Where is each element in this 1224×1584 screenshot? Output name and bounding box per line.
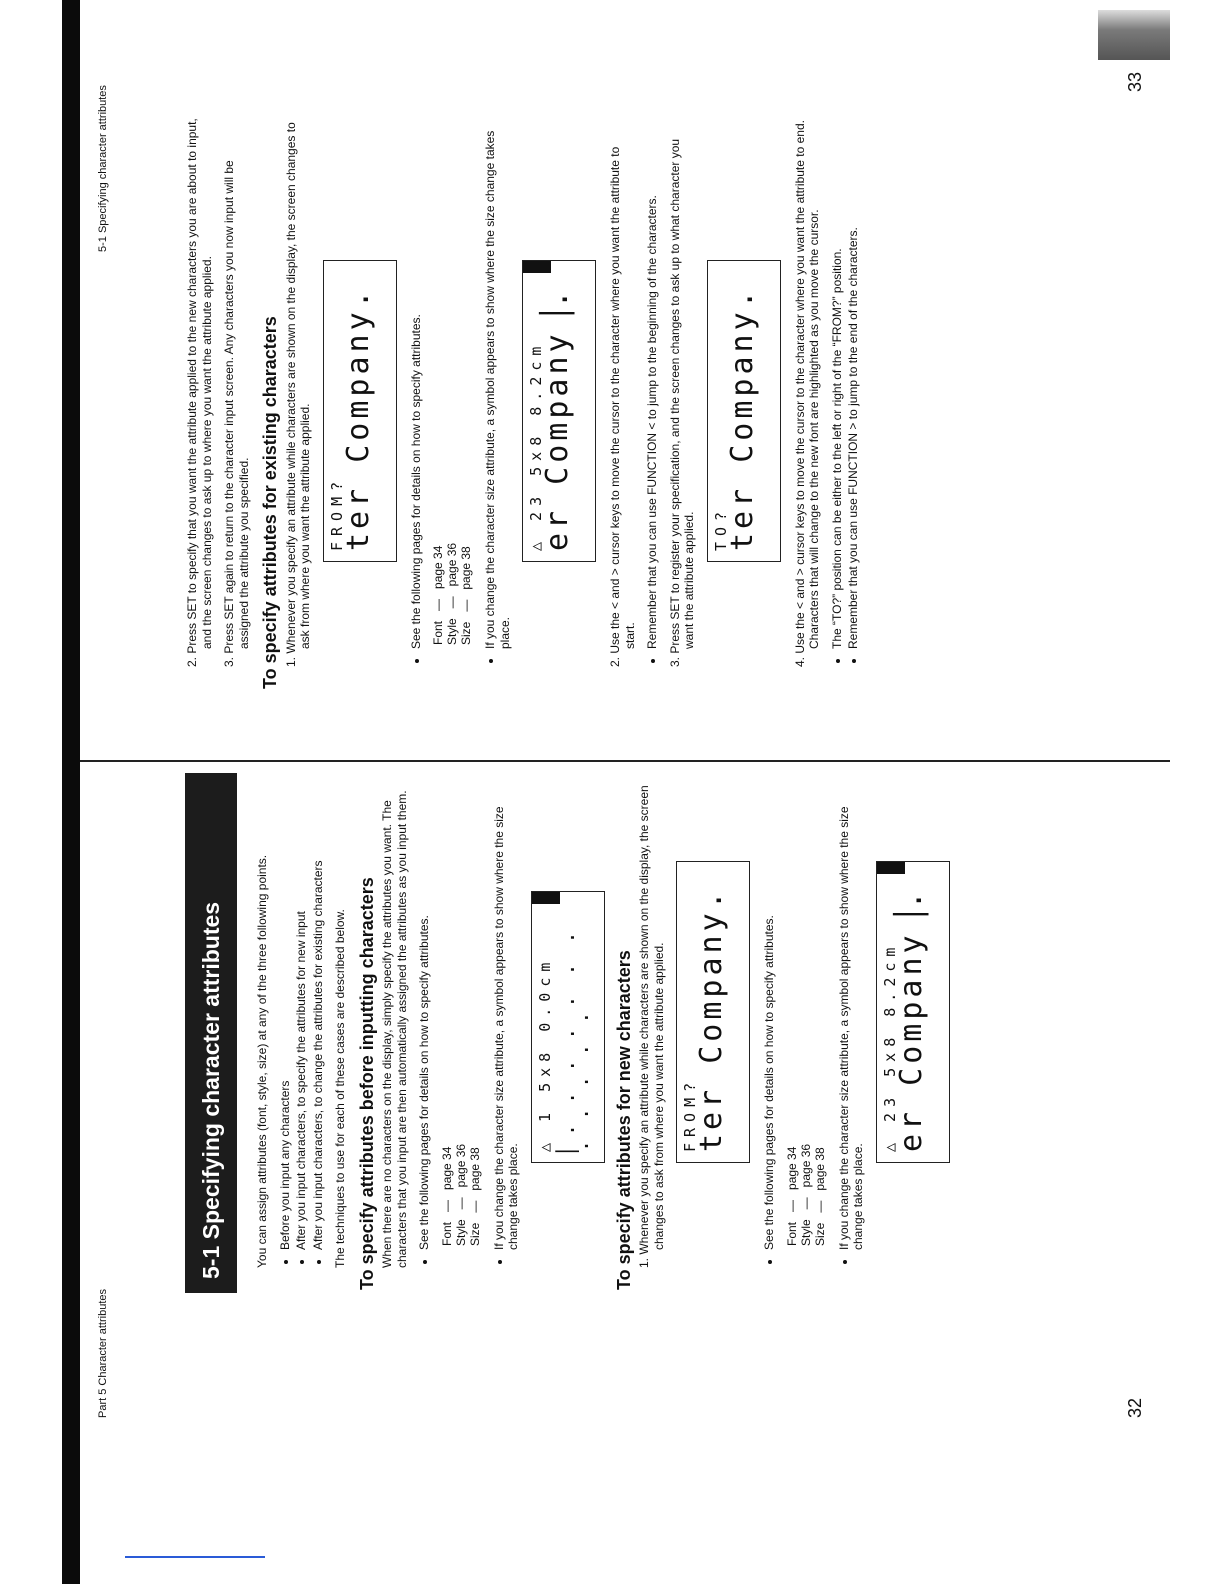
step-note: • The “TO?” position can be either to the left or right of the “FROM?” position. <box>830 117 845 649</box>
see-pages: • See the following pages for details on how to specify attributes. <box>409 117 424 649</box>
step-note: • Remember that you can use FUNCTION > to jump to the end of the characters. <box>846 117 861 649</box>
heading-existing: To specify attributes for existing characters <box>260 316 280 689</box>
page-refs: Font—page 34 Style—page 36 Size—page 38 <box>439 1143 482 1246</box>
binding-bar <box>62 0 80 1584</box>
running-head: Part 5 Character attributes <box>97 1288 109 1418</box>
see-pages: • See the following pages for details on how to specify attributes. <box>762 778 777 1250</box>
lcd-display: TO? ter Company. <box>707 260 781 562</box>
size-indicator <box>523 261 551 273</box>
intro-point: • Before you input any characters <box>278 778 293 1250</box>
intro-points <box>278 778 326 1268</box>
step-3: 3. Press SET again to return to the character input screen. Any characters you now input will be assigned the attribute you specified. <box>222 160 251 667</box>
size-note: • If you change the character size attribute, a symbol appears to show where the size change takes place. <box>483 117 512 649</box>
running-head: 5-1 Specifying character attributes <box>97 85 109 252</box>
lcd-display: FROM? ter Company. <box>323 260 397 562</box>
lcd-display: △ 23 5x8 8.2cm er Company▕. <box>876 861 950 1163</box>
lcd-display: FROM? ter Company. <box>676 861 750 1163</box>
step-2: 2. Press SET to specify that you want the attribute applied to the new characters you are about to input, and the screen changes to ask up to where you want the attribute applied. <box>185 118 214 667</box>
size-note: • If you change the character size attribute, a symbol appears to show where the size change takes place. <box>492 778 521 1250</box>
page-refs: Font—page 34 Style—page 36 Size—page 38 <box>784 1143 827 1246</box>
before-text: When there are no characters on the display, simply specify the attributes you want. The characters that you input are then automatically assigned the attributes as you input them. <box>380 790 409 1268</box>
heading-before: To specify attributes before inputting characters <box>356 877 377 1290</box>
page-32 <box>85 758 1175 1458</box>
intro-point: • After you input characters, to specify the attributes for new input <box>294 778 309 1250</box>
existing-step-3: 3. Press SET to register your specification, and the screen changes to ask up to what character you want the attribute applied. <box>667 138 696 667</box>
page-33 <box>85 42 1175 742</box>
lcd-display: △ 23 5x8 8.2cm er Company▕. <box>522 260 596 562</box>
lcd-display: △ 1 5x8 0.0cm ▏. . . . . . . . . . . . <box>531 891 605 1163</box>
scan-mark <box>125 1556 265 1558</box>
right-column <box>185 117 869 689</box>
step-note: • Remember that you can use FUNCTION < to jump to the beginning of the characters. <box>645 117 660 649</box>
size-indicator <box>877 862 905 874</box>
techniques-text: The techniques to use for each of these cases are described below. <box>333 909 347 1268</box>
section-title: 5-1 Specifying character attributes <box>185 773 237 1293</box>
existing-step-2: 2. Use the < and > cursor keys to move the cursor to the character where you want the attribute to start. <box>608 146 637 667</box>
size-note: • If you change the character size attribute, a symbol appears to show where the size change takes place. <box>837 778 866 1250</box>
page-number: 33 <box>1125 71 1145 92</box>
size-indicator <box>532 892 560 904</box>
intro-point: • After you input characters, to change the attributes for existing characters <box>311 778 326 1250</box>
existing-step-1: 1. Whenever you specify an attribute while characters are shown on the display, the screen changes to ask from where you want the attribute applied. <box>283 122 312 667</box>
step-1: 1. Whenever you specify an attribute while characters are shown on the display, the screen changes to ask from where you want the attribute applied. <box>637 785 666 1268</box>
existing-step-4: 4. Use the < and > cursor keys to move the cursor to the character where you want the attribute to end. Characters that will change to the new font are highlighted as you move the cursor. <box>792 120 821 667</box>
left-column <box>255 778 962 1290</box>
see-pages: • See the following pages for details on how to specify attributes. <box>417 778 432 1250</box>
heading-new: To specify attributes for new characters <box>613 950 634 1290</box>
intro-text: You can assign attributes (font, style, size) at any of the three following points. <box>255 854 269 1268</box>
page-number: 32 <box>1125 1397 1145 1418</box>
page-refs: Font—page 34 Style—page 36 Size—page 38 <box>431 542 473 645</box>
